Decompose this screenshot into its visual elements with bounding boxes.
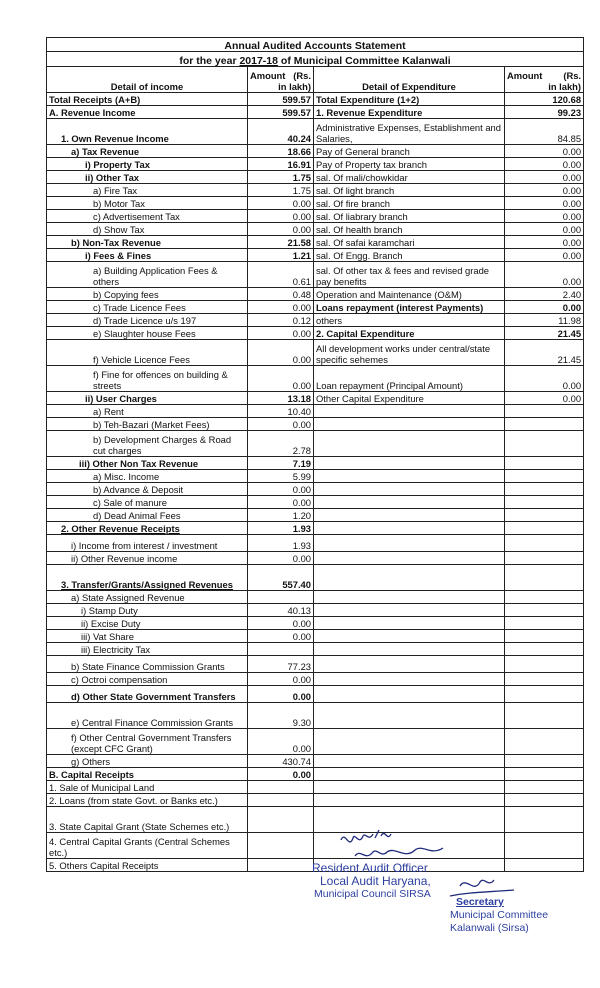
table-row xyxy=(47,470,584,483)
expenditure-amount-cell-empty xyxy=(505,418,584,431)
income-amount-cell: 0.00 xyxy=(248,496,314,509)
expenditure-detail-cell: 1. Revenue Expenditure xyxy=(314,106,505,119)
expenditure-amount-cell: 0.00 xyxy=(505,236,584,249)
table-row xyxy=(47,496,584,509)
income-amount-cell: 10.40 xyxy=(248,405,314,418)
income-amount-cell: 0.00 xyxy=(248,552,314,565)
expenditure-amount-cell-empty xyxy=(505,535,584,552)
expenditure-detail-cell: Pay of Property tax branch xyxy=(314,158,505,171)
table-row xyxy=(47,119,584,145)
income-detail-cell: 5. Others Capital Receipts xyxy=(47,859,248,872)
expenditure-detail-cell-empty xyxy=(314,457,505,470)
income-amount-label: Amount xyxy=(250,70,286,81)
income-amount-cell: 0.00 xyxy=(248,686,314,703)
table-row xyxy=(47,288,584,301)
expenditure-amount-header xyxy=(505,67,584,93)
table-row xyxy=(47,643,584,656)
income-amount-cell: 0.00 xyxy=(248,418,314,431)
expenditure-amount-cell: 120.68 xyxy=(505,93,584,106)
expenditure-amount-cell-empty xyxy=(505,552,584,565)
expenditure-detail-cell-empty xyxy=(314,729,505,755)
income-amount-cell: 0.00 xyxy=(248,768,314,781)
income-amount-cell xyxy=(248,859,314,872)
income-amount-cell: 1.75 xyxy=(248,184,314,197)
expenditure-detail-cell-empty xyxy=(314,686,505,703)
expenditure-amount-cell: 0.00 xyxy=(505,249,584,262)
income-amount-cell: 0.00 xyxy=(248,630,314,643)
expenditure-amount-cell-empty xyxy=(505,673,584,686)
table-row xyxy=(47,483,584,496)
expenditure-amount-cell-empty xyxy=(505,781,584,794)
expenditure-amount-cell: 0.00 xyxy=(505,392,584,405)
expenditure-detail-cell-empty xyxy=(314,673,505,686)
expenditure-detail-cell: Pay of General branch xyxy=(314,145,505,158)
expenditure-amount-cell-empty xyxy=(505,794,584,807)
income-detail-cell: 3. Transfer/Grants/Assigned Revenues xyxy=(47,565,248,591)
income-detail-cell: e) Central Finance Commission Grants xyxy=(47,703,248,729)
expenditure-detail-cell: Loan repayment (Principal Amount) xyxy=(314,366,505,392)
income-detail-cell: b) Teh-Bazari (Market Fees) xyxy=(47,418,248,431)
table-row xyxy=(47,755,584,768)
income-amount-unit-2: in lakh) xyxy=(278,80,311,92)
income-amount-cell: 0.00 xyxy=(248,617,314,630)
expenditure-detail-cell: sal. Of mali/chowkidar xyxy=(314,171,505,184)
income-amount-cell: 0.00 xyxy=(248,210,314,223)
income-detail-cell: 4. Central Capital Grants (Central Schemes etc.) xyxy=(47,833,248,859)
table-row xyxy=(47,656,584,673)
secretary-stamp-line-1: Secretary xyxy=(456,896,504,908)
income-amount-cell: 0.00 xyxy=(248,301,314,314)
table-row xyxy=(47,431,584,457)
table-row xyxy=(47,768,584,781)
table-row xyxy=(47,794,584,807)
income-detail-cell: d) Trade Licence u/s 197 xyxy=(47,314,248,327)
expenditure-detail-cell-empty xyxy=(314,703,505,729)
income-amount-cell xyxy=(248,591,314,604)
income-amount-cell: 9.30 xyxy=(248,703,314,729)
income-detail-cell: b) Advance & Deposit xyxy=(47,483,248,496)
income-amount-cell: 557.40 xyxy=(248,565,314,591)
income-amount-cell: 1.20 xyxy=(248,509,314,522)
income-amount-cell: 1.21 xyxy=(248,249,314,262)
expenditure-detail-cell: sal. Of fire branch xyxy=(314,197,505,210)
expenditure-detail-cell-empty xyxy=(314,643,505,656)
expenditure-detail-cell-empty xyxy=(314,630,505,643)
income-detail-cell: a) Tax Revenue xyxy=(47,145,248,158)
table-row xyxy=(47,457,584,470)
expenditure-detail-cell-empty xyxy=(314,522,505,535)
table-row xyxy=(47,106,584,119)
expenditure-amount-cell-empty xyxy=(505,405,584,418)
table-row xyxy=(47,314,584,327)
expenditure-amount-cell-empty xyxy=(505,431,584,457)
expenditure-detail-cell: sal. Of liabrary branch xyxy=(314,210,505,223)
expenditure-amount-cell-empty xyxy=(505,703,584,729)
table-row xyxy=(47,686,584,703)
income-amount-cell: 0.00 xyxy=(248,483,314,496)
income-amount-header xyxy=(248,67,314,93)
expenditure-detail-cell-empty xyxy=(314,565,505,591)
income-detail-cell: f) Other Central Government Transfers (except CFC Grant) xyxy=(47,729,248,755)
table-row xyxy=(47,833,584,859)
income-amount-cell xyxy=(248,781,314,794)
income-amount-cell xyxy=(248,643,314,656)
income-detail-cell: ii) Other Revenue income xyxy=(47,552,248,565)
income-amount-cell: 0.48 xyxy=(248,288,314,301)
exp-amount-unit-2: in lakh) xyxy=(548,80,582,92)
income-amount-cell: 16.91 xyxy=(248,158,314,171)
income-detail-cell: iii) Other Non Tax Revenue xyxy=(47,457,248,470)
table-row xyxy=(47,236,584,249)
table-row xyxy=(47,340,584,366)
expenditure-detail-cell: sal. Of health branch xyxy=(314,223,505,236)
income-amount-cell: 40.24 xyxy=(248,119,314,145)
subtitle-year: 2017-18 xyxy=(239,54,278,67)
subtitle-row xyxy=(47,52,584,67)
income-detail-cell: d) Dead Animal Fees xyxy=(47,509,248,522)
table-row xyxy=(47,405,584,418)
expenditure-amount-cell: 11.98 xyxy=(505,314,584,327)
expenditure-amount-cell-empty xyxy=(505,755,584,768)
income-detail-cell: 1. Sale of Municipal Land xyxy=(47,781,248,794)
expenditure-detail-cell: Total Expenditure (1+2) xyxy=(314,93,505,106)
income-detail-cell: A. Revenue Income xyxy=(47,106,248,119)
audit-stamp-line-1: Resident Audit Officer xyxy=(312,861,428,875)
expenditure-amount-cell-empty xyxy=(505,591,584,604)
table-row xyxy=(47,327,584,340)
table-row xyxy=(47,223,584,236)
expenditure-amount-cell-empty xyxy=(505,729,584,755)
income-detail-cell: c) Octroi compensation xyxy=(47,673,248,686)
table-row xyxy=(47,509,584,522)
column-header-row xyxy=(47,67,584,93)
income-detail-cell: b) Non-Tax Revenue xyxy=(47,236,248,249)
expenditure-detail-cell-empty xyxy=(314,656,505,673)
income-amount-cell: 599.57 xyxy=(248,93,314,106)
income-detail-cell: b) Copying fees xyxy=(47,288,248,301)
income-detail-cell: 3. State Capital Grant (State Schemes etc.) xyxy=(47,807,248,833)
table-row xyxy=(47,673,584,686)
income-amount-cell: 1.75 xyxy=(248,171,314,184)
table-body xyxy=(47,38,584,872)
expenditure-detail-cell-empty xyxy=(314,470,505,483)
expenditure-amount-cell: 0.00 xyxy=(505,366,584,392)
income-detail-cell: a) Misc. Income xyxy=(47,470,248,483)
statement-title: Annual Audited Accounts Statement xyxy=(47,38,584,52)
table-row xyxy=(47,158,584,171)
table-row xyxy=(47,604,584,617)
subtitle-suffix: of Municipal Committee Kalanwali xyxy=(278,54,451,67)
table-row xyxy=(47,145,584,158)
income-detail-cell: d) Show Tax xyxy=(47,223,248,236)
audit-stamp-line-3: Municipal Council SIRSA xyxy=(314,888,431,900)
income-detail-cell: b) Development Charges & Road cut charges xyxy=(47,431,248,457)
income-detail-cell: ii) User Charges xyxy=(47,392,248,405)
expenditure-detail-cell: Operation and Maintenance (O&M) xyxy=(314,288,505,301)
table-row xyxy=(47,807,584,833)
income-amount-cell: 0.00 xyxy=(248,197,314,210)
expenditure-detail-cell-empty xyxy=(314,405,505,418)
expenditure-detail-cell: sal. Of other tax & fees and revised grade pay benefits xyxy=(314,262,505,288)
income-detail-cell: f) Vehicle Licence Fees xyxy=(47,340,248,366)
expenditure-detail-cell-empty xyxy=(314,794,505,807)
income-amount-cell: 7.19 xyxy=(248,457,314,470)
expenditure-detail-cell: sal. Of safai karamchari xyxy=(314,236,505,249)
table-row xyxy=(47,522,584,535)
expenditure-amount-cell-empty xyxy=(505,686,584,703)
table-row xyxy=(47,565,584,591)
table-row xyxy=(47,392,584,405)
income-detail-cell: i) Stamp Duty xyxy=(47,604,248,617)
income-amount-cell xyxy=(248,833,314,859)
income-detail-cell: a) Building Application Fees & others xyxy=(47,262,248,288)
expenditure-amount-cell-empty xyxy=(505,509,584,522)
statement-subtitle xyxy=(47,52,584,67)
income-detail-cell: 2. Other Revenue Receipts xyxy=(47,522,248,535)
income-amount-cell: 0.00 xyxy=(248,340,314,366)
table-row xyxy=(47,781,584,794)
expenditure-detail-cell: Loans repayment (interest Payments) xyxy=(314,301,505,314)
income-amount-cell: 0.12 xyxy=(248,314,314,327)
expenditure-detail-cell-empty xyxy=(314,431,505,457)
expenditure-detail-cell: sal. Of Engg. Branch xyxy=(314,249,505,262)
income-detail-cell: b) Motor Tax xyxy=(47,197,248,210)
income-amount-unit: (Rs. xyxy=(293,70,311,81)
income-detail-header: Detail of income xyxy=(47,67,248,93)
income-detail-cell: a) Rent xyxy=(47,405,248,418)
expenditure-amount-cell: 21.45 xyxy=(505,340,584,366)
expenditure-amount-cell-empty xyxy=(505,833,584,859)
expenditure-amount-cell: 0.00 xyxy=(505,184,584,197)
expenditure-detail-cell-empty xyxy=(314,781,505,794)
expenditure-detail-cell-empty xyxy=(314,552,505,565)
audit-officer-stamp xyxy=(312,862,431,901)
expenditure-amount-cell: 84.85 xyxy=(505,119,584,145)
income-detail-cell: ii) Other Tax xyxy=(47,171,248,184)
audit-stamp-line-2: Local Audit Haryana, xyxy=(320,874,431,888)
income-detail-cell: c) Trade Licence Fees xyxy=(47,301,248,314)
income-detail-cell: c) Advertisement Tax xyxy=(47,210,248,223)
income-amount-cell: 2.78 xyxy=(248,431,314,457)
expenditure-detail-cell-empty xyxy=(314,496,505,509)
table-row xyxy=(47,552,584,565)
income-amount-cell: 40.13 xyxy=(248,604,314,617)
expenditure-amount-cell: 0.00 xyxy=(505,223,584,236)
expenditure-detail-cell-empty xyxy=(314,509,505,522)
expenditure-amount-cell-empty xyxy=(505,807,584,833)
table-row xyxy=(47,591,584,604)
accounts-statement-table xyxy=(46,37,584,872)
expenditure-amount-cell: 0.00 xyxy=(505,171,584,184)
expenditure-amount-cell: 0.00 xyxy=(505,158,584,171)
expenditure-amount-cell: 0.00 xyxy=(505,262,584,288)
income-detail-cell: b) State Finance Commission Grants xyxy=(47,656,248,673)
table-row xyxy=(47,249,584,262)
income-detail-cell: 2. Loans (from state Govt. or Banks etc.) xyxy=(47,794,248,807)
income-detail-cell: 1. Own Revenue Income xyxy=(47,119,248,145)
expenditure-detail-cell-empty xyxy=(314,755,505,768)
expenditure-detail-cell-empty xyxy=(314,483,505,496)
expenditure-amount-cell: 0.00 xyxy=(505,145,584,158)
expenditure-detail-header: Detail of Expenditure xyxy=(314,67,505,93)
expenditure-amount-cell-empty xyxy=(505,496,584,509)
expenditure-detail-cell-empty xyxy=(314,604,505,617)
expenditure-detail-cell-empty xyxy=(314,418,505,431)
table-row xyxy=(47,93,584,106)
title-row xyxy=(47,38,584,52)
income-detail-cell: iii) Vat Share xyxy=(47,630,248,643)
income-amount-cell: 0.00 xyxy=(248,366,314,392)
income-detail-cell: f) Fine for offences on building & streets xyxy=(47,366,248,392)
table-row xyxy=(47,301,584,314)
expenditure-amount-cell: 0.00 xyxy=(505,210,584,223)
expenditure-detail-cell-empty xyxy=(314,617,505,630)
expenditure-detail-cell: Administrative Expenses, Establishment and Salaries, xyxy=(314,119,505,145)
exp-amount-unit: (Rs. xyxy=(563,70,582,81)
table-row xyxy=(47,171,584,184)
exp-amount-label: Amount xyxy=(507,70,543,81)
income-amount-cell: 0.00 xyxy=(248,729,314,755)
table-row xyxy=(47,535,584,552)
expenditure-detail-cell-empty xyxy=(314,768,505,781)
expenditure-amount-cell: 0.00 xyxy=(505,197,584,210)
expenditure-amount-cell-empty xyxy=(505,630,584,643)
expenditure-detail-cell: others xyxy=(314,314,505,327)
income-detail-cell: B. Capital Receipts xyxy=(47,768,248,781)
income-amount-cell: 430.74 xyxy=(248,755,314,768)
table-row xyxy=(47,197,584,210)
income-amount-cell xyxy=(248,794,314,807)
table-row xyxy=(47,210,584,223)
expenditure-amount-cell-empty xyxy=(505,604,584,617)
expenditure-amount-cell-empty xyxy=(505,483,584,496)
income-detail-cell: g) Others xyxy=(47,755,248,768)
expenditure-detail-cell: All development works under central/state specific sehemes xyxy=(314,340,505,366)
income-detail-cell: a) Fire Tax xyxy=(47,184,248,197)
expenditure-detail-cell: 2. Capital Expenditure xyxy=(314,327,505,340)
table-row xyxy=(47,366,584,392)
table-row xyxy=(47,630,584,643)
income-amount-cell xyxy=(248,807,314,833)
expenditure-amount-cell-empty xyxy=(505,656,584,673)
income-detail-cell: d) Other State Government Transfers xyxy=(47,686,248,703)
income-detail-cell: c) Sale of manure xyxy=(47,496,248,509)
income-detail-cell: i) Income from interest / investment xyxy=(47,535,248,552)
income-amount-cell: 77.23 xyxy=(248,656,314,673)
income-detail-cell: Total Receipts (A+B) xyxy=(47,93,248,106)
expenditure-amount-cell: 2.40 xyxy=(505,288,584,301)
expenditure-detail-cell: sal. Of light branch xyxy=(314,184,505,197)
income-amount-cell: 599.57 xyxy=(248,106,314,119)
expenditure-amount-cell: 21.45 xyxy=(505,327,584,340)
income-amount-cell: 18.66 xyxy=(248,145,314,158)
expenditure-detail-cell-empty xyxy=(314,535,505,552)
income-amount-cell: 0.00 xyxy=(248,223,314,236)
secretary-stamp-line-2: Municipal Committee xyxy=(450,909,549,921)
income-amount-cell: 21.58 xyxy=(248,236,314,249)
expenditure-amount-cell-empty xyxy=(505,617,584,630)
income-amount-cell: 1.93 xyxy=(248,522,314,535)
expenditure-amount-cell-empty xyxy=(505,457,584,470)
income-amount-cell: 0.00 xyxy=(248,673,314,686)
expenditure-amount-cell: 0.00 xyxy=(505,301,584,314)
income-detail-cell: i) Property Tax xyxy=(47,158,248,171)
table-row xyxy=(47,729,584,755)
income-detail-cell: ii) Excise Duty xyxy=(47,617,248,630)
income-amount-cell: 1.93 xyxy=(248,535,314,552)
secretary-stamp xyxy=(450,896,548,935)
expenditure-amount-cell-empty xyxy=(505,768,584,781)
income-amount-cell: 0.61 xyxy=(248,262,314,288)
expenditure-amount-cell-empty xyxy=(505,565,584,591)
expenditure-detail-cell-empty xyxy=(314,591,505,604)
secretary-stamp-line-3: Kalanwali (Sirsa) xyxy=(450,922,529,934)
income-detail-cell: e) Slaughter house Fees xyxy=(47,327,248,340)
expenditure-amount-cell-empty xyxy=(505,470,584,483)
income-amount-cell: 13.18 xyxy=(248,392,314,405)
expenditure-amount-cell-empty xyxy=(505,643,584,656)
expenditure-detail-cell: Other Capital Expenditure xyxy=(314,392,505,405)
table-row xyxy=(47,418,584,431)
income-amount-cell: 0.00 xyxy=(248,327,314,340)
income-detail-cell: i) Fees & Fines xyxy=(47,249,248,262)
subtitle-prefix: for the year xyxy=(179,54,240,67)
expenditure-amount-cell: 99.23 xyxy=(505,106,584,119)
table-row xyxy=(47,262,584,288)
income-amount-cell: 5.99 xyxy=(248,470,314,483)
expenditure-amount-cell-empty xyxy=(505,522,584,535)
table-row xyxy=(47,617,584,630)
table-row xyxy=(47,703,584,729)
income-detail-cell: a) State Assigned Revenue xyxy=(47,591,248,604)
table-row xyxy=(47,184,584,197)
income-detail-cell: iii) Electricity Tax xyxy=(47,643,248,656)
